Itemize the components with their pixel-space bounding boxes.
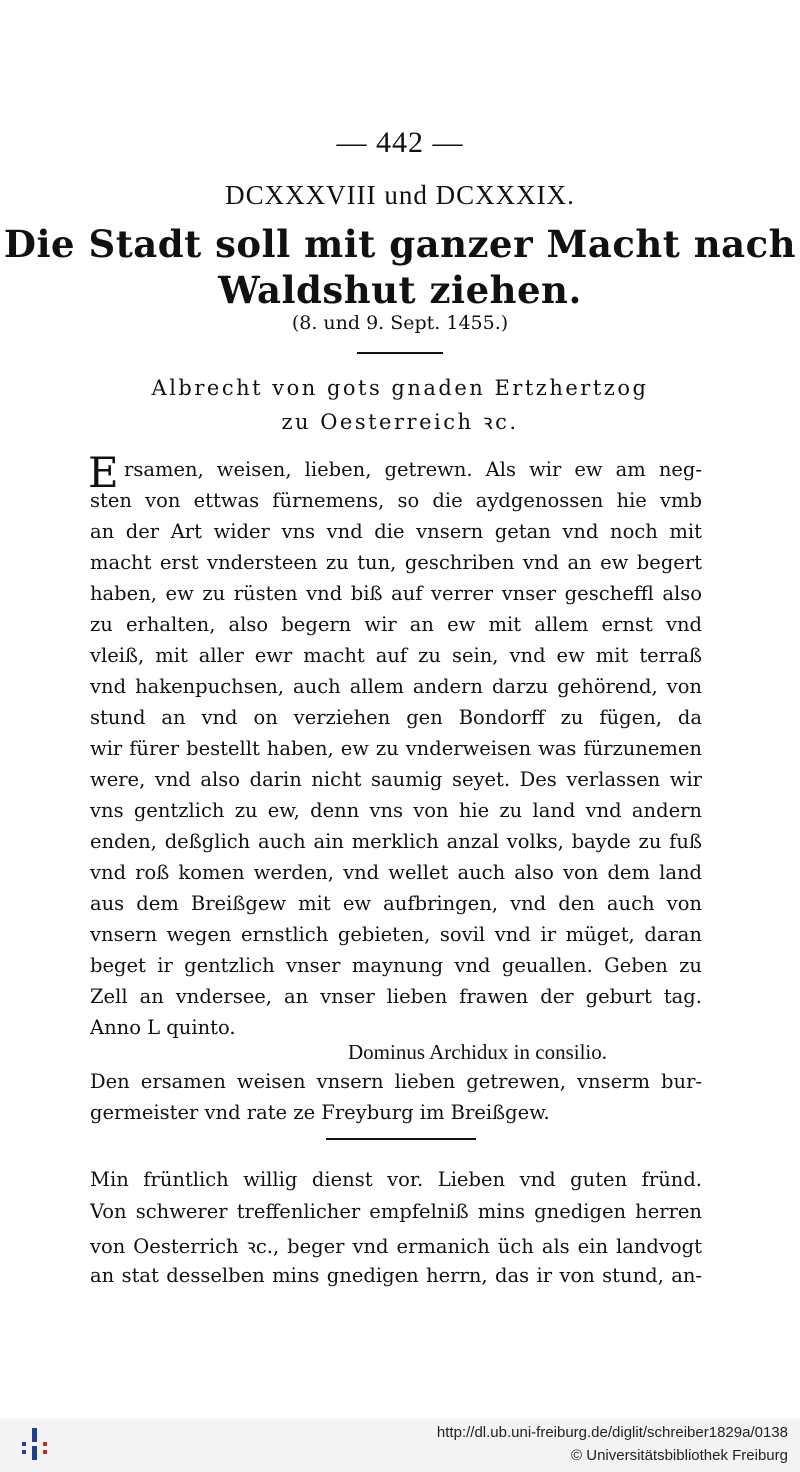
letter1-line-10: wir fürer bestellt haben, ew zu vnderweisen was fürzunemen — [90, 737, 702, 760]
library-logo-icon — [18, 1426, 52, 1462]
letter1-line-19: Anno L quinto. — [90, 1016, 236, 1039]
copyright-text: © Universitätsbibliothek Freiburg — [571, 1447, 788, 1464]
letter1-line-17: beget ir gentzlich vnser maynung vnd geuallen. Geben zu — [90, 954, 702, 977]
document-number: DCXXXVIII und DCXXXIX. — [225, 180, 575, 210]
source-url-link[interactable]: http://dl.ub.uni-freiburg.de/diglit/schreiber1829a/0138 — [436, 1424, 788, 1441]
letter1-line-1: rsamen, weisen, lieben, getrewn. Als wir ew am neg- — [124, 458, 702, 481]
document-title-line-2: Waldshut ziehen. — [218, 268, 582, 312]
letter2-line-1: Min früntlich willig dienst vor. Lieben vnd guten fründ. — [90, 1168, 702, 1191]
sender-line-1: Albrecht von gots gnaden Ertzhertzog — [151, 376, 649, 400]
letter1-line-3: an der Art wider vns vnd die vnsern getan vnd noch mit — [90, 520, 702, 543]
document-title-line-1: Die Stadt soll mit ganzer Macht nach — [3, 222, 797, 266]
page-number: — 442 — — [336, 126, 464, 159]
letter1-line-16: vnsern wegen ernstlich gebieten, sovil vnd ir müget, daran — [90, 923, 702, 946]
letter1-line-6: zu erhalten, also begern wir an ew mit allem ernst vnd — [90, 613, 702, 636]
letter1-line-15: aus dem Breißgew mit ew aufbringen, vnd den auch von — [90, 892, 702, 915]
letter1-line-7: vleiß, mit aller ewr macht auf zu sein, vnd ew mit terraß — [90, 644, 702, 667]
letter2-line-2: Von schwerer treffenlicher empfelniß mins gnedigen herren — [90, 1200, 702, 1223]
letter1-signature: Dominus Archidux in consilio. — [348, 1040, 607, 1064]
sender-line-2: zu Oesterreich ꝛc. — [281, 410, 519, 434]
letter1-line-2: sten von ettwas fürnemens, so die aydgenossen hie vmb — [90, 489, 702, 512]
letter1-address-line-2: germeister vnd rate ze Freyburg im Breißgew. — [90, 1101, 550, 1124]
letter1-line-8: vnd hakenpuchsen, auch allem andern darzu gehörend, von — [90, 675, 702, 698]
letter1-line-12: vns gentzlich zu ew, denn vns von hie zu land vnd andern — [90, 799, 702, 822]
letter2-line-4: an stat desselben mins gnedigen herrn, das ir von stund, an- — [90, 1264, 702, 1287]
letter-divider — [326, 1138, 476, 1140]
letter1-line-5: haben, ew zu rüsten vnd biß auf verrer vnser gescheffl also — [90, 582, 702, 605]
letter1-address-line-1: Den ersamen weisen vnsern lieben getrewen, vnserm bur- — [90, 1070, 702, 1093]
letter1-line-14: vnd roß komen werden, vnd wellet auch also von dem land — [90, 861, 702, 884]
letter1-line-4: macht erst vndersteen zu tun, geschriben vnd an ew begert — [90, 551, 702, 574]
document-date: (8. und 9. Sept. 1455.) — [291, 312, 509, 334]
letter1-line-13: enden, deßglich auch ain merklich anzal volks, bayde zu fuß — [90, 830, 702, 853]
footer-bar — [0, 1418, 800, 1472]
drop-cap: E — [88, 448, 119, 497]
letter1-line-18: Zell an vndersee, an vnser lieben frawen der geburt tag. — [90, 985, 702, 1008]
letter1-line-11: were, vnd also darin nicht saumig seyet. Des verlassen wir — [90, 768, 702, 791]
letter2-line-3: von Oesterrich ꝛc., beger vnd ermanich üch als ein landvogt — [90, 1235, 702, 1258]
letter1-line-9: stund an vnd on verziehen gen Bondorff zu fügen, da — [90, 706, 702, 729]
title-divider — [357, 352, 443, 354]
